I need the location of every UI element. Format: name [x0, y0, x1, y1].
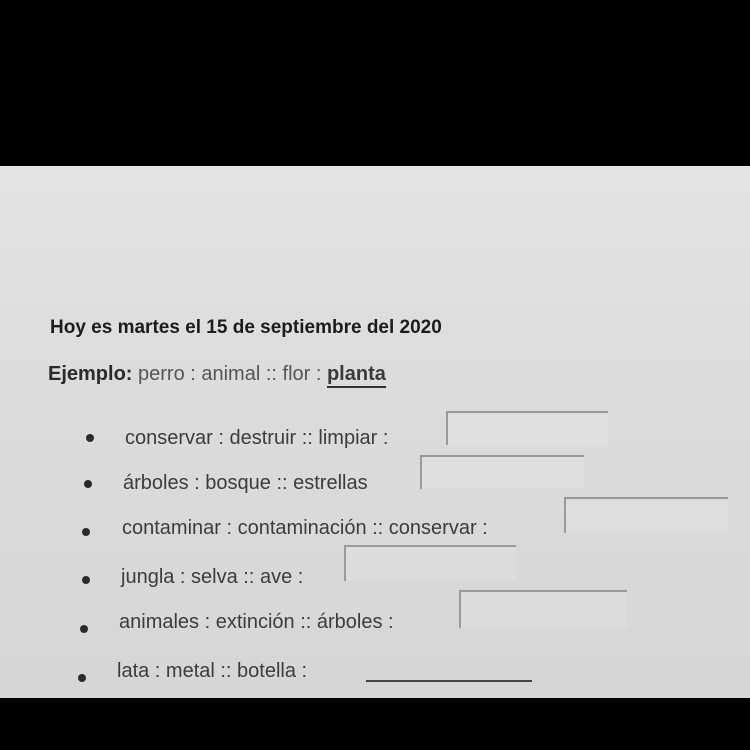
answer-box[interactable] — [420, 455, 584, 489]
bullet-icon — [82, 576, 90, 584]
bullet-icon — [82, 528, 90, 536]
answer-box[interactable] — [344, 545, 516, 581]
bullet-icon — [78, 674, 86, 682]
analogy-item: árboles : bosque :: estrellas — [123, 472, 368, 494]
analogy-item: lata : metal :: botella : — [117, 660, 308, 682]
analogy-item: animales : extinción :: árboles : — [119, 611, 394, 633]
worksheet-title: Hoy es martes el 15 de septiembre del 2020 — [50, 317, 442, 338]
example-text: perro : animal :: flor : — [132, 363, 327, 385]
analogy-item: contaminar : contaminación :: conservar : — [122, 517, 488, 539]
bullet-icon — [80, 625, 88, 633]
answer-box[interactable] — [446, 411, 608, 445]
analogy-item: jungla : selva :: ave : — [121, 566, 304, 588]
example-answer: planta — [327, 363, 386, 388]
analogy-item: conservar : destruir :: limpiar : — [125, 427, 389, 449]
bullet-icon — [84, 480, 92, 488]
answer-blank[interactable] — [366, 680, 532, 682]
bullet-icon — [86, 434, 94, 442]
answer-box[interactable] — [459, 590, 627, 628]
answer-box[interactable] — [564, 497, 728, 533]
example-line — [48, 363, 386, 386]
example-label: Ejemplo: — [48, 363, 133, 385]
